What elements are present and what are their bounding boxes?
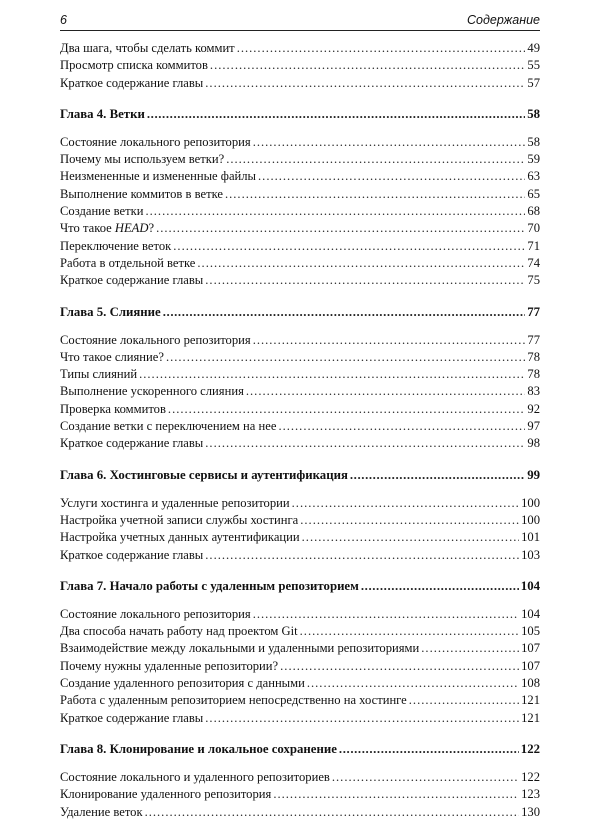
leader-dots [226,151,525,168]
leader-dots [332,769,519,786]
leader-dots [166,349,525,366]
toc-entry-page: 70 [527,221,540,236]
toc-entry-title: Услуги хостинга и удаленные репозитории [60,495,290,510]
leader-dots [278,418,525,435]
toc-entry[interactable] [60,332,540,349]
leader-dots [350,467,525,484]
toc-entry[interactable] [60,804,540,821]
toc-entry[interactable] [60,383,540,400]
toc-entry-page: 55 [527,58,540,73]
leader-dots [253,606,519,623]
page-header [60,4,540,31]
toc-entry-page: 77 [527,332,540,347]
leader-dots [300,623,519,640]
toc-entry-title: Выполнение коммитов в ветке [60,186,223,201]
toc-entry-page: 121 [521,693,540,708]
leader-dots [307,675,519,692]
toc-entry-title: Краткое содержание главы [60,547,204,562]
toc-entry[interactable] [60,495,540,512]
toc-entry-page: 100 [521,495,540,510]
leader-dots [168,401,525,418]
leader-dots [147,106,525,123]
toc-entry[interactable] [60,623,540,640]
toc-entry-title: Удаление веток [60,804,143,819]
toc-entry[interactable] [60,168,540,185]
chapter-page: 104 [520,578,540,593]
leader-dots [273,786,519,803]
toc-entry-page: 57 [527,75,540,90]
toc-entry[interactable] [60,349,540,366]
toc-chapter-heading[interactable] [60,304,540,322]
toc-entry-page: 130 [521,804,540,819]
leader-dots [302,529,519,546]
toc-entry-title: Состояние локального репозитория [60,332,251,347]
leader-dots [197,255,525,272]
leader-dots [205,75,525,92]
toc-entry-title: Состояние локального репозитория [60,606,251,621]
chapter-title: Глава 7. Начало работы с удаленным репозиторием [60,578,359,593]
chapter-title: Глава 6. Хостинговые сервисы и аутентификация [60,467,348,482]
toc-entry-page: 107 [521,641,540,656]
toc-entry[interactable] [60,418,540,435]
toc-entry-title: Неизмененные и измененные файлы [60,169,257,184]
toc-entry-page: 71 [527,238,540,253]
leader-dots [258,168,525,185]
toc-entry-title: Состояние локального репозитория [60,134,251,149]
table-of-contents [60,40,540,835]
toc-entry-page: 78 [527,349,540,364]
toc-entry[interactable] [60,57,540,74]
toc-entry-page: 103 [521,547,540,562]
toc-entry-page: 74 [527,255,540,270]
toc-entry-page: 98 [527,436,540,451]
leader-dots [145,203,525,220]
toc-entry-page: 75 [527,273,540,288]
toc-entry[interactable] [60,40,540,57]
toc-entry[interactable] [60,220,540,237]
toc-entry-title: Почему нужны удаленные репозитории? [60,658,279,673]
toc-entry[interactable] [60,529,540,546]
toc-entry-title: Создание ветки [60,204,144,219]
toc-entry[interactable] [60,675,540,692]
toc-entry-title: Работа с удаленным репозиторием непосредственно на хостинге [60,693,407,708]
toc-section-chapter-7 [60,578,540,727]
toc-entry[interactable] [60,151,540,168]
chapter-page: 99 [527,467,540,482]
toc-entry[interactable] [60,547,540,564]
toc-entry-page: 65 [527,186,540,201]
toc-entry-title: Состояние локального и удаленного репозиториев [60,769,330,784]
toc-entry-title: Проверка коммитов [60,401,166,416]
toc-entry[interactable] [60,640,540,657]
toc-entry[interactable] [60,134,540,151]
toc-entry-page: 121 [521,710,540,725]
toc-entry-title: Клонирование удаленного репозитория [60,787,272,802]
toc-entry-page: 58 [527,134,540,149]
toc-entry-title: Что такое слияние? [60,349,164,364]
leader-dots [292,495,519,512]
leader-dots [205,272,525,289]
toc-entry-page: 63 [527,169,540,184]
leader-dots [145,804,520,821]
leader-dots [253,134,526,151]
leader-dots [205,547,519,564]
toc-chapter-heading[interactable] [60,578,540,596]
toc-entry[interactable] [60,769,540,786]
toc-chapter-heading[interactable] [60,467,540,485]
toc-entry-page: 105 [521,624,540,639]
toc-entry-page: 78 [527,367,540,382]
toc-entry-page: 97 [527,419,540,434]
leader-dots [237,40,526,57]
toc-entry-title: Выполнение ускоренного слияния [60,384,244,399]
toc-entry-page: 101 [521,530,540,545]
toc-entry-page: 83 [527,384,540,399]
toc-section-chapter-5 [60,304,540,453]
toc-entry-title: Взаимодействие между локальными и удаленными репозиториями [60,641,420,656]
chapter-page: 122 [520,741,540,756]
leader-dots [421,640,519,657]
leader-dots [280,658,519,675]
toc-entry[interactable] [60,366,540,383]
toc-entry-title: Настройка учетных данных аутентификации [60,530,300,545]
toc-entry-page: 104 [521,606,540,621]
toc-entry-page: 108 [521,676,540,691]
toc-entry[interactable] [60,692,540,709]
leader-dots [253,332,526,349]
toc-section-chapter-4 [60,106,540,290]
toc-entry-page: 123 [521,787,540,802]
toc-entry-page: 122 [521,769,540,784]
leader-dots [246,383,526,400]
leader-dots [225,186,525,203]
leader-dots [156,220,525,237]
toc-entry[interactable] [60,255,540,272]
toc-entry-page: 59 [527,152,540,167]
leader-dots [205,710,519,727]
chapter-title: Глава 5. Слияние [60,304,161,319]
toc-entry-title: Краткое содержание главы [60,436,204,451]
toc-entry-page: 49 [527,41,540,55]
toc-entry[interactable] [60,186,540,203]
toc-entry-title: Переключение веток [60,238,172,253]
toc-entry-title: Работа в отдельной ветке [60,255,196,270]
leader-dots [173,238,525,255]
leader-dots [300,512,519,529]
toc-entry[interactable] [60,272,540,289]
toc-entry-title: Краткое содержание главы [60,710,204,725]
toc-section-chapter-3-tail [60,40,540,92]
toc-entry[interactable] [60,75,540,92]
toc-entry-page: 107 [521,658,540,673]
toc-entry-page: 92 [527,401,540,416]
toc-entry-title: Два шага, чтобы сделать коммит [60,41,235,55]
toc-section-chapter-6 [60,467,540,564]
toc-entry-title: Создание ветки с переключением на нее [60,419,277,434]
leader-dots [409,692,519,709]
toc-entry-title: Краткое содержание главы [60,273,204,288]
running-title: Содержание [467,13,540,27]
toc-entry-title: Почему мы используем ветки? [60,152,225,167]
toc-entry[interactable] [60,658,540,675]
toc-entry[interactable] [60,710,540,727]
toc-entry[interactable] [60,401,540,418]
chapter-title: Глава 8. Клонирование и локальное сохранение [60,741,337,756]
toc-entry-title: Два способа начать работу над проектом Git [60,624,298,639]
toc-entry-page: 100 [521,512,540,527]
toc-entry-title: Что такое HEAD? [60,221,155,236]
toc-entry[interactable] [60,786,540,803]
toc-entry[interactable] [60,203,540,220]
chapter-page: 58 [527,106,540,121]
leader-dots [205,435,525,452]
leader-dots [163,304,525,321]
chapter-title: Глава 4. Ветки [60,106,145,121]
chapter-page: 77 [527,304,540,319]
leader-dots [139,366,525,383]
toc-entry-title: Создание удаленного репозитория с данными [60,676,305,691]
toc-section-chapter-8 [60,741,540,821]
toc-entry-title: Типы слияний [60,367,138,382]
toc-entry[interactable] [60,512,540,529]
toc-entry[interactable] [60,606,540,623]
page-number: 6 [60,13,67,27]
toc-entry[interactable] [60,435,540,452]
leader-dots [210,57,525,74]
toc-entry-page: 68 [527,204,540,219]
toc-entry-title: Краткое содержание главы [60,75,204,90]
toc-entry-title: Просмотр списка коммитов [60,58,208,73]
leader-dots [361,578,519,595]
toc-entry[interactable] [60,238,540,255]
toc-chapter-heading[interactable] [60,106,540,124]
toc-entry-title: Настройка учетной записи службы хостинга [60,512,299,527]
